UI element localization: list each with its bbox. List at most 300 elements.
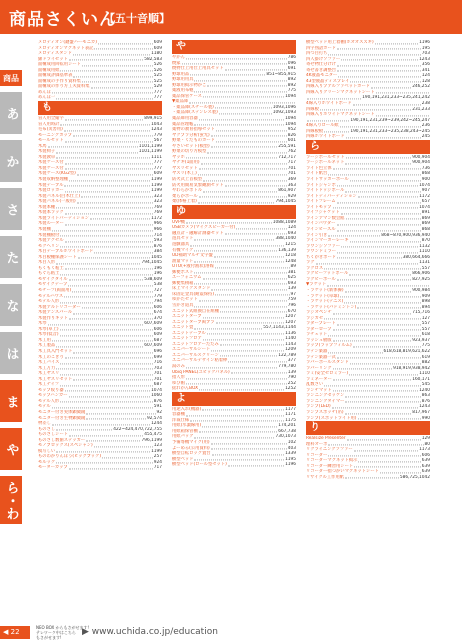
leader-dots [203,94,284,98]
entry-name: 木製アルトリコーダー [38,304,81,310]
entry-page: 1074 [419,204,430,210]
entry-name: 盲人用時計 [38,121,60,127]
entry-page: 882 [421,360,430,366]
entry-page: 369 [287,177,296,183]
leader-dots [345,475,399,479]
entry-page: 1094 [285,93,296,99]
side-tab[interactable]: 商品 [0,70,22,86]
leader-dots [376,90,429,94]
entry-page: 92 [156,410,162,415]
leader-dots [350,79,420,83]
entry-name: 木製ケース付 [38,165,64,171]
leader-dots [207,149,286,153]
entry-page: 892 [287,82,296,88]
leader-dots [52,404,153,408]
entry-name: ユニバーサルシート [172,347,211,353]
entry-page: 586,725,1042 [399,474,430,480]
entry-page: 1136 [285,330,296,336]
entry-page: 894 [421,304,430,310]
entry-page: 1243 [419,56,430,62]
leader-dots [202,407,284,411]
entry-page: 693 [287,280,296,286]
leader-dots [225,231,287,235]
entry-name: リサイクル工作用紙 [306,474,345,480]
leader-dots [94,46,152,50]
entry-page: 657 [421,199,430,205]
leader-dots [333,366,392,370]
index-entry[interactable] [306,475,430,481]
leader-dots [220,353,277,357]
entry-name: 油量マット [172,258,194,264]
entry-page: 918,919,938,942 [393,365,430,371]
footer-note-line: NEO BOX からもさがせます! [36,625,90,630]
side-tab[interactable]: ら・わ [0,476,22,524]
entry-page: 907 [421,188,430,194]
entry-name: 木工のこぎり [38,354,64,360]
side-tab[interactable]: は [0,332,22,374]
leader-dots [77,199,153,203]
entry-name: 野球用掲示物かご [172,82,207,88]
entry-name: ランチマット [306,387,332,393]
entry-page: 900,904 [412,154,430,160]
entry-name: 盲人用全縮字 [38,116,64,122]
entry-name: 木琴(卓上) [38,326,59,332]
leader-dots [194,457,284,461]
page-number-label: 22 [10,628,20,636]
entry-name: 四線ホワイトボード [306,134,345,140]
footer-note-line: もさがせます! [36,635,62,640]
leader-dots [186,220,272,224]
entry-name: 焼家 [172,60,181,66]
side-tab[interactable]: ま [0,380,22,422]
entry-page: 92,574 [146,415,162,421]
entry-page: 238 [421,101,430,107]
entry-page: 876 [153,243,162,249]
entry-page: 1060 [151,393,162,399]
leader-dots [337,221,421,225]
entry-page: 703 [421,51,430,57]
entry-page: 966 [153,226,162,232]
page-subtitle: 【五十音順】 [104,12,170,25]
entry-page: 1043 [151,121,162,127]
entry-page: 1110 [419,249,430,255]
entry-page: 609 [153,40,162,45]
leader-dots [215,292,290,296]
leader-dots [98,40,153,44]
entry-page: 876 [421,398,430,404]
entry-name: ・ラケット(バドミントン) [306,304,357,310]
entry-page: 609 [153,45,162,51]
leader-dots [91,84,153,88]
leader-dots [73,73,152,77]
index-entry[interactable] [172,462,296,468]
entry-name: ・薬品庫(ステンレス製) [172,110,218,116]
leader-dots [64,183,150,187]
entry-name: 郵便ポスト [172,269,194,275]
entry-name: 用紙バッグ [172,434,194,440]
index-entry[interactable] [38,465,162,471]
entry-page: 639 [421,469,430,475]
entry-page: 1111 [151,154,162,160]
entry-page: 899,915 [144,116,162,122]
page-number-arrow-icon: ◀ [3,628,11,636]
leader-dots [65,138,153,142]
leader-dots [102,454,153,458]
entry-name: 木目板棚保護シート [38,254,77,260]
entry-name: ランニングゼッケン [306,393,345,399]
leader-dots [65,266,153,270]
entry-page: 89 [290,264,296,270]
entry-name: ユーフォニウム [172,275,202,281]
entry-name: 乱数さい [306,382,324,388]
entry-name: ラージボールセット [306,154,345,160]
entry-page: 538 [153,282,162,288]
leader-dots [211,133,287,137]
entry-page: 1199 [151,182,162,188]
entry-name: 木製本ラック [38,210,64,216]
leader-dots [186,364,277,368]
leader-dots [194,88,286,92]
leader-dots [333,338,412,342]
entry-page: 762 [287,149,296,155]
entry-name: モノブロックス(スペシャン) [38,443,93,449]
entry-name: ラウンジソファー [306,243,341,249]
leader-dots [211,286,286,290]
leader-dots [341,57,418,61]
entry-name: ユニットテーブル [172,330,206,336]
entry-name: ラグビーボール [306,276,336,282]
leader-dots [64,127,150,131]
entry-page: 696 [153,348,162,354]
entry-name: 43型液晶ディスプレイ [306,78,350,84]
side-tab[interactable]: あ [0,92,22,134]
entry-name: 横型ベッド(ロール型セット) [172,462,227,468]
entry-name: ゆび帽 [172,380,185,386]
entry-name: リコーダーマグネット掲示 [306,458,358,464]
entry-page: 687 [153,382,162,388]
leader-dots [56,427,112,431]
entry-page: 341 [421,67,430,73]
entry-page: 716 [153,360,162,366]
page-header [0,0,462,34]
entry-page: 775 [421,343,430,349]
leader-dots [349,371,418,375]
leader-dots [345,393,421,397]
leader-dots [219,110,272,114]
entry-name: 洋裁仕様 [172,417,190,423]
entry-page: 1244 [151,421,162,427]
leader-dots [60,399,153,403]
leader-dots [328,442,423,446]
entry-page: 775 [287,88,296,94]
entry-page: 794 [153,299,162,305]
entry-name: モデル人形 [38,299,60,305]
leader-dots [199,386,284,390]
entry-name: ユニットターブ [172,314,202,320]
leader-dots [60,122,150,126]
leader-dots [82,62,153,66]
entry-name: ▼薬品庫 [172,99,189,105]
entry-page: 1094 [285,121,296,127]
entry-page: 701 [153,376,162,382]
entry-name: ランニングタイマー [306,398,345,404]
leader-dots [48,144,138,148]
entry-name: 木製教卓 [38,154,56,160]
leader-dots [202,423,277,427]
entry-name: ラテン楽器一式 [306,354,336,360]
entry-page: 687 [153,337,162,343]
leader-dots [346,155,412,159]
entry-name: ラグ [306,260,315,266]
entry-page: 868 [421,226,430,232]
index-column [172,40,296,468]
leader-dots [69,177,150,181]
entry-name: 木製棚板付 [38,232,60,238]
entry-name: ラバーリング [306,365,332,371]
entry-page: 607,609 [144,343,162,349]
footer-url[interactable] [82,627,218,637]
entry-page: 591 [153,404,162,410]
leader-dots [225,183,287,187]
entry-page: 196 [153,271,162,277]
entry-name: やわらかボトル [172,188,203,194]
entry-name: ヤクプラ分析(蛍光) [172,132,210,138]
side-tab[interactable]: や [0,428,22,470]
leader-dots [236,225,287,229]
entry-page: 160,171 [412,376,430,382]
entry-page: 102 [287,440,296,445]
entry-name: 防火用簡易気象観測セット [172,182,224,188]
side-tab[interactable]: か [0,140,22,182]
entry-name: モニター付き生物顕微鏡 [38,415,86,421]
side-tab[interactable]: な [0,284,22,326]
leader-dots [52,338,153,342]
leader-dots [94,443,153,447]
leader-dots [186,375,287,379]
entry-name: UVP機 [172,219,185,225]
index-column [306,40,430,480]
leader-dots [65,355,153,359]
entry-name: モザイクタイル [38,276,68,282]
leader-dots [211,440,287,444]
entry-name: 木工ヤスリ [38,371,60,377]
entry-name: 柔らかボール [172,193,198,199]
entry-page: 526 [153,62,162,68]
leader-dots [332,404,418,408]
entry-page: 606 [153,326,162,332]
entry-name: 木製ルーター [38,221,64,227]
entry-name: めんぼ一 [38,95,56,101]
entry-page: 924 [153,459,162,465]
entry-name: 模写しい [38,448,56,454]
section-header: や [172,40,296,54]
entry-page: 625 [287,275,296,281]
leader-dots [90,216,150,220]
leader-dots [78,255,150,259]
entry-name: 木琴 [38,321,47,327]
entry-name: 湯のみ [172,363,185,369]
leader-dots [346,134,421,138]
entry-name: 4線入りロール紙 [306,123,339,129]
entry-name: 四字熟語カード [306,45,337,51]
entry-name: 寄せ物仕分けけ [306,62,337,68]
entry-name: モニター付き実体顕微鏡 [38,410,86,415]
entry-page: 380,664,666 [402,254,430,260]
leader-dots [194,325,262,329]
entry-name: ラウンドミラー [306,249,337,255]
entry-name: ・ラケット(新体操) [306,287,344,293]
leader-dots [186,381,287,385]
leader-dots [341,244,418,248]
leader-dots [337,199,421,203]
leader-dots [354,447,418,451]
entry-page: 1173 [419,447,430,453]
entry-page: 898 [421,299,430,305]
entry-page: 525 [153,78,162,84]
entry-page: 851~855,915 [266,71,296,77]
leader-dots [52,421,150,425]
entry-name: 面構成用回転用シート [38,62,81,68]
leader-dots [194,303,286,307]
entry-page: 861,907 [278,188,296,194]
page-number [0,626,30,639]
leader-dots [344,299,420,303]
leader-dots [190,418,284,422]
entry-page: 381 [287,269,296,275]
leader-dots [328,332,420,336]
entry-name: ラインビーズル [306,226,336,232]
leader-dots [207,83,286,87]
entry-name: 木馬 [38,143,47,149]
entry-page: 794,1045 [275,199,296,205]
leader-dots [56,366,153,370]
entry-name: ラミ(安全セロミラー) [306,371,349,377]
entry-name: ヤナギ(1面用) [172,160,200,166]
entry-page: 136,139 [278,247,296,253]
entry-name: 面構成評価基準表 [38,73,73,79]
entry-page: 356 [421,62,430,68]
entry-page: 174,201 [278,423,296,429]
entry-page: 1218 [285,253,296,259]
entry-page: 826 [287,132,296,138]
entry-name: メロディオンマグネット表記 [38,45,94,51]
entry-name: 木工具入門セット [38,348,73,354]
leader-dots [48,321,144,325]
entry-name: 木製アンスバール [38,310,72,316]
entry-page: 892 [287,77,296,83]
index-column [38,40,162,471]
leader-dots [345,188,421,192]
entry-name: ラップ(ラップフィルム) [306,343,352,349]
leader-dots [337,249,418,253]
leader-dots [220,342,284,346]
leader-dots [199,297,287,301]
leader-dots [337,255,402,259]
entry-name: モルック [38,459,56,465]
leader-dots [69,432,143,436]
entry-name: 面構成用紙 [38,67,60,73]
leader-dots [82,305,153,309]
entry-page: 736 [421,165,430,171]
entry-page: 869 [421,215,430,221]
leader-dots [211,347,284,351]
entry-page: 900,984 [412,287,430,293]
entry-page: 701 [287,165,296,171]
section-header: よ [172,392,296,406]
entry-page: 952 [287,127,296,133]
leader-dots [56,343,143,347]
side-tab[interactable]: さ [0,188,22,230]
entry-page: 190,191,231,239~239,242~245,247 [350,117,430,123]
entry-page: 670 [287,308,296,314]
section-header: も [38,101,162,115]
entry-page: 97 [290,291,296,297]
entry-page: 1195 [285,456,296,462]
leader-dots [328,233,380,237]
leader-dots [228,462,284,466]
entry-name: 木琴(低音) [38,332,59,338]
entry-page: 557 [421,265,430,271]
entry-page: 1240 [419,387,430,393]
leader-dots [94,249,152,253]
entry-page: 323 [153,199,162,205]
leader-dots [216,320,284,324]
entry-page: 124 [287,225,296,231]
entry-page: 790 [287,375,296,381]
leader-dots [194,236,274,240]
entry-name: ものわかりんぼう(ビッグブック) [38,454,102,460]
entry-name: 四線板 [306,106,319,112]
entry-name: 四線板板 [306,128,324,134]
entry-name: ライト色立体 [306,165,332,171]
entry-name: 野球用用具 [172,77,194,83]
leader-dots [307,118,349,122]
entry-name: 野菜・くだものカード [172,138,215,144]
leader-dots [186,55,287,59]
entry-page: 255,591 [278,143,296,149]
entry-name: ライン引き [306,232,328,238]
leader-dots [194,248,277,252]
entry-name: ちくがきボード [306,254,337,260]
entry-page: 712,717 [278,154,296,160]
entry-page: 1092,1093 [272,110,296,116]
entry-page: 1207 [285,314,296,320]
entry-name: ラグビーフットボール [306,271,349,277]
entry-name: 横型ベッド [172,456,194,462]
entry-page: 777 [153,160,162,166]
entry-page: 691 [287,66,296,72]
entry-page: 129 [421,436,430,442]
leader-dots [328,349,382,353]
entry-page: 245 [421,134,430,140]
entry-page: 990 [421,415,430,421]
entry-name: ユニット式組換自在組棚 [172,308,220,314]
entry-page: 715,716 [412,310,430,316]
entry-name: ユニットフロア [172,336,202,342]
entry-name: 面構成の手作り資料集 [38,78,81,84]
entry-name: UTO(+液付液状)溶媒 [172,264,214,270]
leader-dots [337,183,418,187]
side-tab[interactable]: た [0,236,22,278]
leader-dots [73,133,153,137]
entry-name: ラジカセ [306,315,324,321]
entry-name: ものさし数値ステッカー [38,437,86,443]
arrow-right-icon: ▶ [82,627,92,637]
entry-name: ライトドッジボール [306,188,345,194]
leader-dots [199,429,277,433]
entry-name: 遊戯器具 [172,241,190,247]
entry-name: ・薬品庫(スチール製) [172,104,214,110]
